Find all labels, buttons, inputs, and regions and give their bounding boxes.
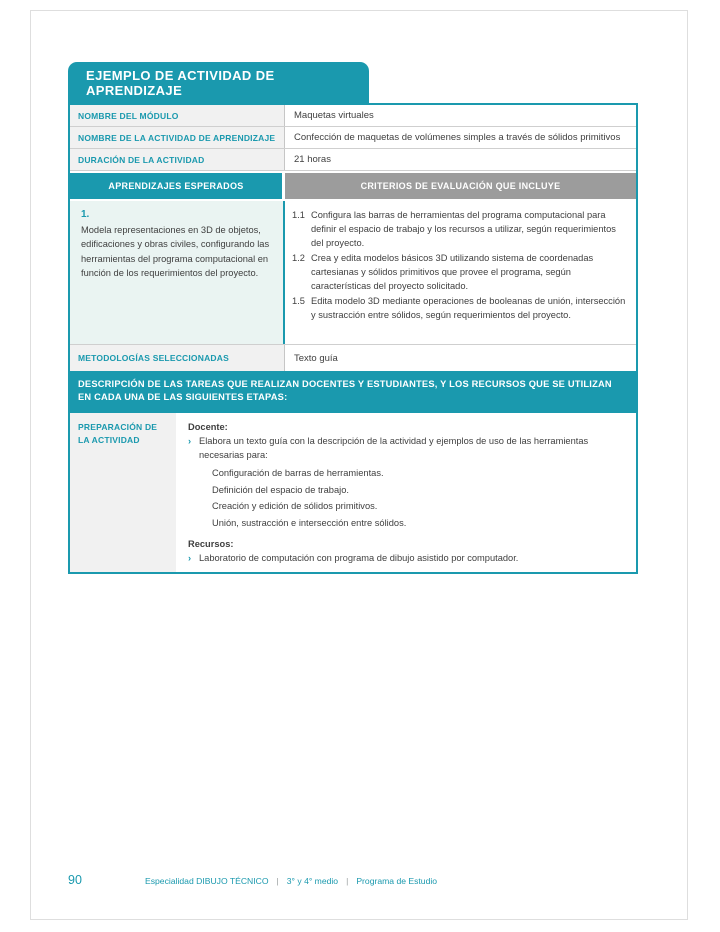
- criterion-text: Configura las barras de herramientas del programa computacional para definir el espacio de trabajo y los recursos a utilizar, según requerimientos del proyecto.: [311, 210, 616, 248]
- table-header-row: [70, 171, 636, 201]
- activity-name-label: NOMBRE DE LA ACTIVIDAD DE APRENDIZAJE: [70, 127, 285, 148]
- expected-learning-number: 1.: [81, 209, 90, 220]
- description-banner: DESCRIPCIÓN DE LAS TAREAS QUE REALIZAN DOCENTES Y ESTUDIANTES, Y LOS RECURSOS QUE SE UTILIZAN EN CADA UNA DE LAS SIGUIENTES ETAPAS:: [68, 373, 638, 411]
- breadcrumb-segment: Programa de Estudio: [356, 876, 438, 886]
- recursos-bullet-text: Laboratorio de computación con programa de dibujo asistido por computador.: [199, 552, 519, 563]
- page-footer: [68, 873, 437, 887]
- criterion-item: [292, 252, 626, 294]
- evaluation-criteria-header: CRITERIOS DE EVALUACIÓN QUE INCLUYE: [285, 173, 636, 199]
- recursos-heading: Recursos:: [188, 538, 234, 549]
- criterion-text: Crea y edita modelos básicos 3D utilizando sistema de coordenadas cartesianas y sólidos primitivos que provee el programa, según características del proyecto solicitado.: [311, 252, 594, 291]
- methodology-label: METODOLOGÍAS SELECCIONADAS: [70, 345, 285, 371]
- expected-learning-cell: [70, 201, 285, 344]
- methodology-value: Texto guía: [294, 352, 338, 364]
- criterion-item: [292, 295, 626, 323]
- breadcrumb: [145, 876, 437, 886]
- criterion-number: 1.1: [292, 210, 305, 220]
- expected-learning-text: Modela representaciones en 3D de objetos, edificaciones y obras civiles, configurando las herramientas del programa computacional en función de los requerimientos del proyecto.: [81, 225, 270, 279]
- tools-sub-list: [188, 465, 624, 532]
- duration-value: 21 horas: [294, 154, 331, 165]
- page-number: 90: [68, 873, 82, 887]
- module-name-label: NOMBRE DEL MÓDULO: [70, 105, 285, 126]
- docente-bullet-text: Elabora un texto guía con la descripción de la actividad y ejemplos de uso de las herramientas necesarias para:: [199, 436, 589, 460]
- duration-label: DURACIÓN DE LA ACTIVIDAD: [70, 149, 285, 170]
- recursos-block: [188, 539, 624, 566]
- module-name-value: Maquetas virtuales: [294, 110, 374, 121]
- criterion-text: Edita modelo 3D mediante operaciones de booleanas de unión, intersección y sustracción entre sólidos, según requerimientos del proyecto.: [311, 295, 626, 320]
- breadcrumb-separator: |: [346, 876, 349, 886]
- evaluation-criteria-cell: [285, 201, 636, 344]
- table-row: [70, 105, 636, 127]
- list-item: Creación y edición de sólidos primitivos.: [212, 501, 378, 512]
- docente-bullet-line: [188, 435, 624, 463]
- breadcrumb-segment: 3° y 4° medio: [286, 876, 339, 886]
- preparation-content: [176, 413, 636, 572]
- section-title: EJEMPLO DE ACTIVIDAD DE APRENDIZAJE: [86, 67, 275, 98]
- criterion-number: 1.5: [292, 295, 305, 306]
- table-content-row: [70, 201, 636, 344]
- docente-heading: Docente:: [188, 422, 228, 432]
- recursos-bullet-line: [188, 552, 624, 566]
- table-row: [70, 149, 636, 171]
- list-item: Unión, sustracción e intersección entre sólidos.: [212, 518, 407, 529]
- criterion-item: [292, 209, 626, 251]
- breadcrumb-separator: |: [276, 876, 279, 886]
- activity-info-table: [68, 103, 638, 373]
- criterion-number: 1.2: [292, 252, 305, 263]
- section-title-tab: [68, 62, 369, 103]
- expected-learning-header: APRENDIZAJES ESPERADOS: [70, 173, 282, 199]
- preparation-table: [68, 411, 638, 574]
- activity-name-value: Confección de maquetas de volúmenes simples a través de sólidos primitivos: [294, 132, 621, 143]
- list-item: Definición del espacio de trabajo.: [212, 484, 349, 495]
- chevron-bullet-icon: ›: [188, 436, 192, 446]
- table-row: [70, 344, 636, 371]
- list-item: Configuración de barras de herramientas.: [212, 467, 384, 478]
- preparation-stage-label: PREPARACIÓN DE LA ACTIVIDAD: [70, 413, 176, 572]
- chevron-bullet-icon: ›: [188, 552, 192, 563]
- table-row: [70, 127, 636, 149]
- breadcrumb-segment: Especialidad DIBUJO TÉCNICO: [145, 876, 269, 886]
